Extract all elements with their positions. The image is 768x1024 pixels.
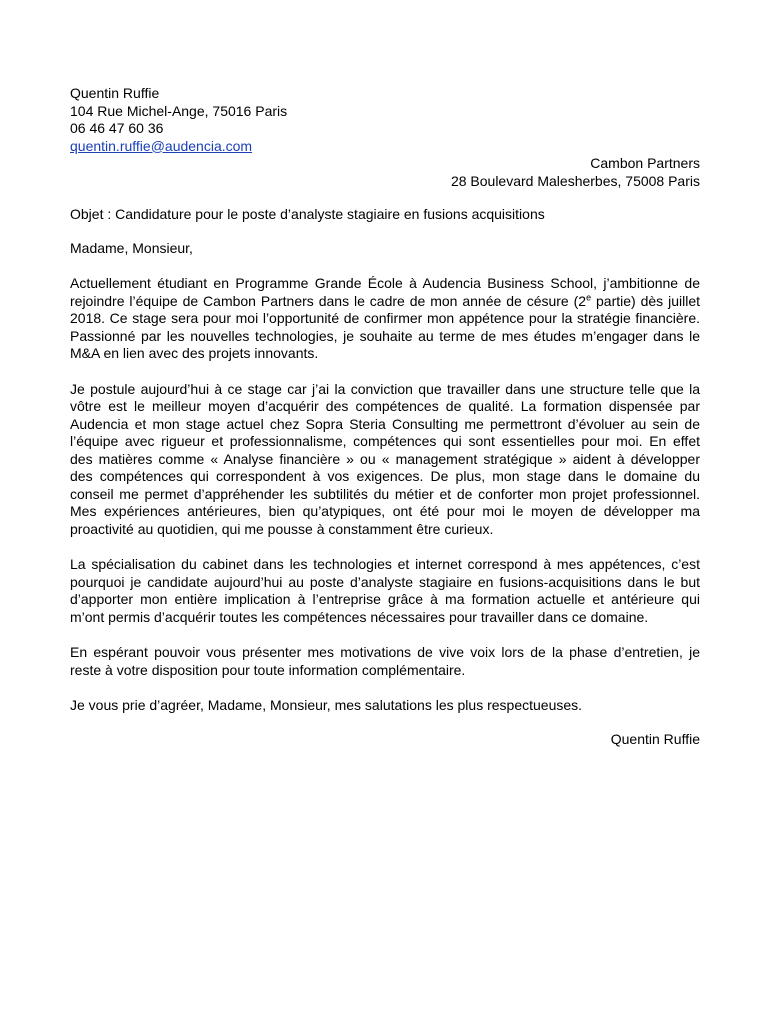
recipient-block <box>70 155 700 190</box>
superscript: e <box>586 291 592 302</box>
paragraph-line: Actuellement étudiant en Programme Grande École à Audencia Business School, j’ambitionne de <box>70 275 700 291</box>
paragraph-line: l’équipe avec rigueur et professionnalisme, compétences qui sont essentielles pour moi. En effet <box>70 433 700 449</box>
paragraph-line: En espérant pouvoir vous présenter mes motivations de vive voix lors de la phase d’entretien, je <box>70 644 700 660</box>
paragraph-2 <box>70 381 700 539</box>
paragraph-4 <box>70 644 700 679</box>
paragraph-line: pourquoi je candidate aujourd’hui au poste d’analyste stagiaire en fusions-acquisitions dans le but <box>70 573 700 590</box>
paragraph-line-part: partie) dès juillet <box>591 292 700 309</box>
paragraph-line: 2018. Ce stage sera pour moi l’opportunité de confirmer mon appétence pour la stratégie financière. <box>70 310 700 326</box>
sender-email-link[interactable]: quentin.ruffie@audencia.com <box>70 137 253 154</box>
paragraph-line: proactivité au quotidien, qui me pousse à constamment être curieux. <box>70 520 494 537</box>
paragraph-line: des matières comme « Analyse financière » ou « management stratégique » aident à développer <box>70 450 700 467</box>
paragraph-line: conseil me permet d’appréhender les subtilités du métier et de conforter mon projet professionnel. <box>70 485 700 502</box>
sender-address: 104 Rue Michel-Ange, 75016 Paris <box>70 102 288 119</box>
paragraph-line: des compétences qui correspondent à vos exigences. De plus, mon stage dans le domaine du <box>70 468 700 484</box>
recipient-company: Cambon Partners <box>590 155 700 171</box>
paragraph-1 <box>70 275 700 363</box>
paragraph-line: La spécialisation du cabinet dans les technologies et internet correspond à mes appétences, c’est <box>70 556 700 572</box>
paragraph-line <box>70 293 700 311</box>
paragraph-5 <box>70 697 700 715</box>
sender-phone: 06 46 47 60 36 <box>70 120 164 136</box>
sender-name: Quentin Ruffie <box>70 85 160 101</box>
paragraph-line: Je postule aujourd’hui à ce stage car j’ai la conviction que travailler dans une structure telle que la <box>70 380 700 397</box>
sender-block <box>70 85 700 155</box>
paragraph-line: Audencia et mon stage actuel chez Sopra Steria Consulting me permettront d’évoluer au sein de <box>70 415 700 432</box>
paragraph-line: reste à votre disposition pour toute information complémentaire. <box>70 661 466 678</box>
paragraph-line-part: rejoindre l’équipe de Cambon Partners dans le cadre de mon année de césure (2 <box>70 292 587 309</box>
paragraph-line: Mes expériences antérieures, bien qu’atypiques, ont été pour moi le moyen de développer ma <box>70 503 700 519</box>
paragraph-line: Passionné par les nouvelles technologies, je souhaite au terme de mes études m’engager dans le <box>70 327 700 344</box>
letter-page <box>70 85 700 748</box>
recipient-address: 28 Boulevard Malesherbes, 75008 Paris <box>450 172 700 189</box>
paragraph-line: Je vous prie d’agréer, Madame, Monsieur, mes salutations les plus respectueuses. <box>70 697 583 713</box>
paragraph-line: M&A en lien avec des projets innovants. <box>70 345 319 361</box>
salutation: Madame, Monsieur, <box>70 239 193 256</box>
subject-line: Objet : Candidature pour le poste d’analyste stagiaire en fusions acquisitions <box>70 206 545 222</box>
paragraph-line: vôtre est le meilleur moyen d’acquérir des compétences de qualité. La formation dispensée par <box>70 398 700 414</box>
signature: Quentin Ruffie <box>610 730 700 747</box>
paragraph-line: d’apporter mon entière implication à l’entreprise grâce à ma formation actuelle et antérieure qui <box>70 591 700 607</box>
paragraph-line: m’ont permis d’acquérir toutes les compétences nécessaires pour travailler dans ce domaine. <box>70 608 649 625</box>
paragraph-3 <box>70 556 700 626</box>
